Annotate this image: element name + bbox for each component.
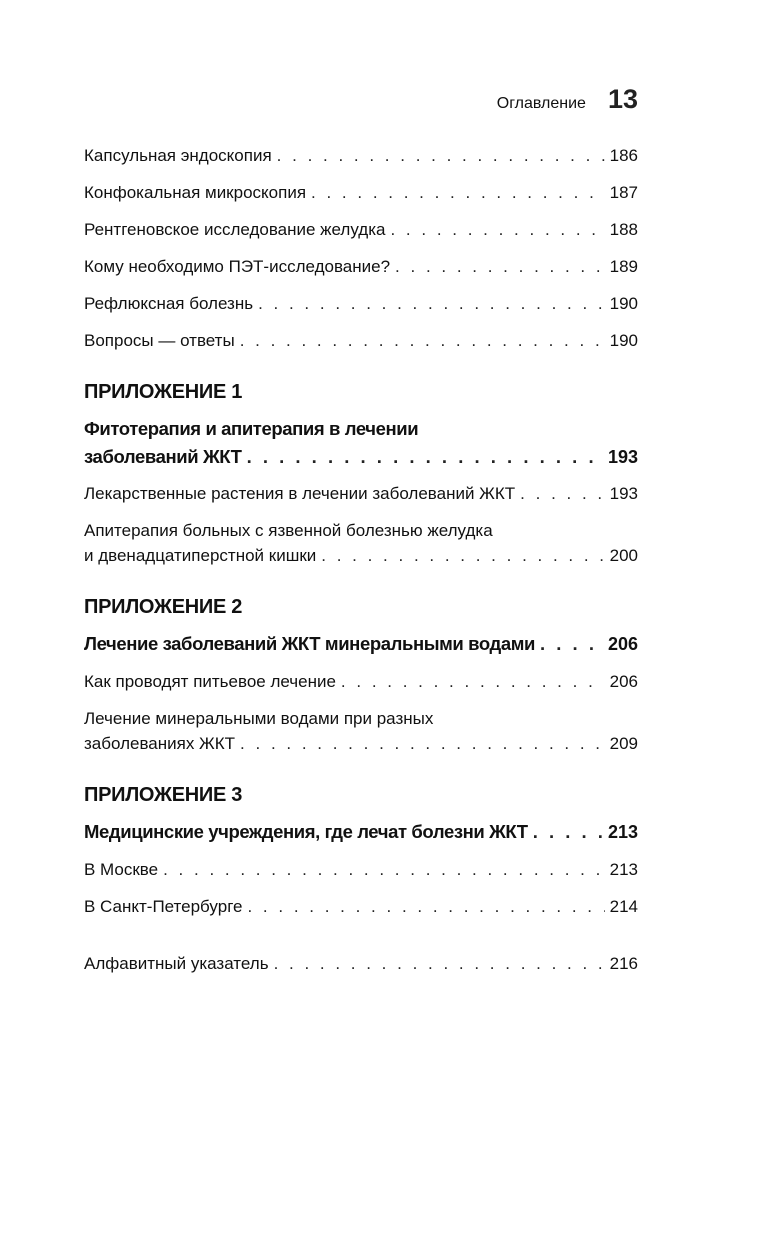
toc-entry-page: 214: [609, 897, 638, 916]
toc-entry-label: Конфокальная микроскопия: [84, 183, 307, 202]
appendix-heading: ПРИЛОЖЕНИЕ 2: [84, 596, 243, 618]
leader-dots: [341, 672, 605, 692]
toc-entry-page: 200: [609, 546, 638, 565]
toc-entry-label: Лекарственные растения в лечении заболеваний ЖКТ: [84, 484, 516, 503]
appendix-title-entry: [84, 446, 638, 468]
toc-entry: [84, 183, 638, 203]
toc-entry: [84, 294, 638, 314]
toc-entry: [84, 146, 638, 166]
leader-dots: [390, 220, 604, 240]
toc-entry-page: 190: [609, 294, 638, 313]
toc-entry-page: 186: [609, 146, 638, 165]
leader-dots: [520, 484, 604, 504]
toc-entry-page: 188: [609, 220, 638, 239]
toc-entry: [84, 484, 638, 504]
toc-entry-label: Кому необходимо ПЭТ-исследование?: [84, 257, 391, 276]
toc-entry-label: Лечение заболеваний ЖКТ минеральными водами: [84, 633, 535, 654]
appendix-title-entry: [84, 633, 638, 655]
appendix-title-entry: [84, 821, 638, 843]
toc-entry-line: Апитерапия больных с язвенной болезнью желудка: [84, 521, 493, 540]
leader-dots: [321, 546, 604, 566]
toc-entry-label: Алфавитный указатель: [84, 954, 269, 973]
appendix-heading: ПРИЛОЖЕНИЕ 1: [84, 381, 243, 403]
toc-entry: [84, 546, 638, 566]
toc-entry-page: 187: [609, 183, 638, 202]
leader-dots: [274, 954, 605, 974]
toc-entry-page: 189: [609, 257, 638, 276]
toc-entry-page: 213: [607, 822, 638, 842]
toc-entry-label: Капсульная эндоскопия: [84, 146, 272, 165]
toc-entry-label: Рефлюксная болезнь: [84, 294, 254, 313]
appendix-heading: ПРИЛОЖЕНИЕ 3: [84, 784, 243, 806]
header-title: Оглавление: [496, 95, 586, 112]
leader-dots: [240, 734, 605, 754]
toc-entry-label: заболеваний ЖКТ: [84, 446, 242, 467]
leader-dots: [533, 821, 603, 843]
toc-entry-label: заболеваниях ЖКТ: [84, 734, 236, 753]
leader-dots: [163, 860, 605, 880]
toc-entry-label: В Санкт-Петербурге: [84, 897, 243, 916]
leader-dots: [311, 183, 605, 203]
toc-entry: [84, 897, 638, 917]
toc-entry: [84, 734, 638, 754]
toc-entry: [84, 860, 638, 880]
toc-entry-page: 209: [609, 734, 638, 753]
toc-entry-label: Вопросы — ответы: [84, 331, 235, 350]
leader-dots: [395, 257, 605, 277]
toc-entry: [84, 672, 638, 692]
running-header: [497, 84, 638, 115]
leader-dots: [258, 294, 605, 314]
toc-entry-label: Рентгеновское исследование желудка: [84, 220, 386, 239]
toc-entry-page: 206: [609, 672, 638, 691]
header-page-number: 13: [607, 84, 638, 114]
toc-entry-page: 213: [609, 860, 638, 879]
leader-dots: [240, 331, 605, 351]
toc-entry: [84, 220, 638, 240]
toc-entry-label: Как проводят питьевое лечение: [84, 672, 336, 691]
toc-entry: [84, 331, 638, 351]
toc-entry-line: Лечение минеральными водами при разных: [84, 709, 434, 728]
toc-entry-label: и двенадцатиперстной кишки: [84, 546, 317, 565]
toc-entry-page: 206: [607, 634, 638, 654]
leader-dots: [277, 146, 605, 166]
leader-dots: [247, 446, 603, 468]
toc-entry-label: Медицинские учреждения, где лечат болезни ЖКТ: [84, 821, 528, 842]
toc-entry-page: 190: [609, 331, 638, 350]
leader-dots: [540, 633, 603, 655]
toc-entry-page: 216: [609, 954, 638, 973]
toc-entry-label: В Москве: [84, 860, 159, 879]
toc-entry: [84, 257, 638, 277]
toc-entry-page: 193: [609, 484, 638, 503]
toc-entry-page: 193: [607, 447, 638, 467]
appendix-title-line: Фитотерапия и апитерапия в лечении: [84, 418, 419, 439]
toc-entry-index: [84, 954, 638, 974]
leader-dots: [247, 897, 604, 917]
